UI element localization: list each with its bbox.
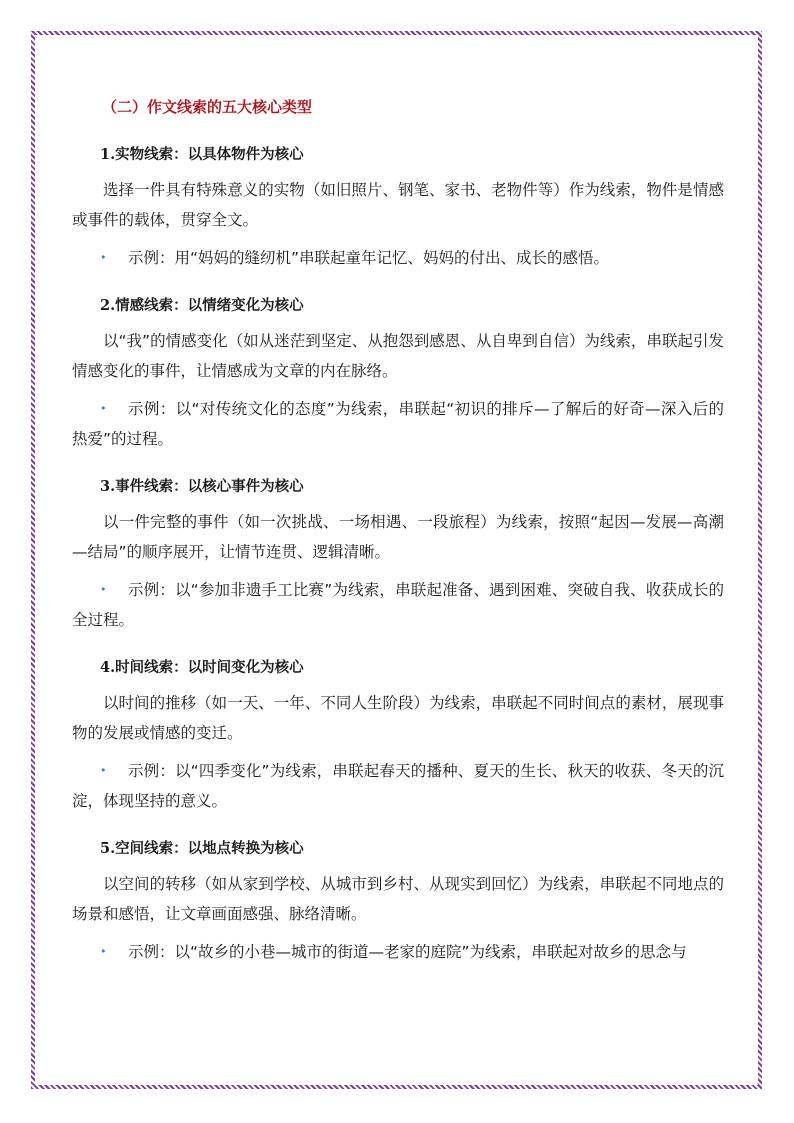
item-paragraph: 选择一件具有特殊意义的实物（如旧照片、钢笔、家书、老物件等）作为线索，物件是情感或事件的载体，贯穿全文。 <box>72 181 724 229</box>
item-paragraph: 以一件完整的事件（如一次挑战、一场相遇、一段旅程）为线索，按照“起因—发展—高潮—结局”的顺序展开，让情节连贯、逻辑清晰。 <box>72 513 724 561</box>
example-text: 示例：以“对传统文化的态度”为线索，串联起“初识的排斥—了解后的好奇—深入后的热爱”的过程。 <box>72 400 724 448</box>
item-heading: 5.空间线索：以地点转换为核心 <box>100 840 304 857</box>
bullet-icon: • <box>100 251 107 264</box>
clue-type-item <box>72 295 724 454</box>
item-heading: 4.时间线索：以时间变化为核心 <box>100 659 304 676</box>
example-text: 示例：用“妈妈的缝纫机”串联起童年记忆、妈妈的付出、成长的感悟。 <box>128 249 610 267</box>
document-body <box>72 96 724 989</box>
clue-type-item <box>72 838 724 967</box>
bullet-icon: • <box>100 402 107 415</box>
example-text: 示例：以“四季变化”为线索，串联起春天的播种、夏天的生长、秋天的收获、冬天的沉淀，体现坚持的意义。 <box>72 762 724 810</box>
clue-type-item <box>72 657 724 816</box>
clue-type-item <box>72 476 724 635</box>
example-list-item <box>72 756 724 816</box>
item-heading: 2.情感线索：以情绪变化为核心 <box>100 297 304 314</box>
example-list-item <box>72 937 724 967</box>
item-paragraph: 以空间的转移（如从家到学校、从城市到乡村、从现实到回忆）为线索，串联起不同地点的场景和感悟，让文章画面感强、脉络清晰。 <box>72 875 724 923</box>
example-list-item <box>72 243 724 273</box>
bullet-icon: • <box>100 945 107 958</box>
example-list-item <box>72 394 724 454</box>
example-text: 示例：以“参加非遗手工比赛”为线索，串联起准备、遇到困难、突破自我、收获成长的全过程。 <box>72 581 724 629</box>
bullet-icon: • <box>100 583 107 596</box>
item-paragraph: 以“我”的情感变化（如从迷茫到坚定、从抱怨到感恩、从自卑到自信）为线索，串联起引发情感变化的事件，让情感成为文章的内在脉络。 <box>72 332 724 380</box>
item-heading: 1.实物线索：以具体物件为核心 <box>100 146 304 163</box>
item-paragraph: 以时间的推移（如一天、一年、不同人生阶段）为线索，串联起不同时间点的素材，展现事物的发展或情感的变迁。 <box>72 694 724 742</box>
bullet-icon: • <box>100 764 107 777</box>
example-text: 示例：以“故乡的小巷—城市的街道—老家的庭院”为线索，串联起对故乡的思念与 <box>128 943 687 961</box>
item-heading: 3.事件线索：以核心事件为核心 <box>100 478 304 495</box>
example-list-item <box>72 575 724 635</box>
section-title: （二）作文线索的五大核心类型 <box>102 98 313 116</box>
clue-type-item <box>72 144 724 273</box>
